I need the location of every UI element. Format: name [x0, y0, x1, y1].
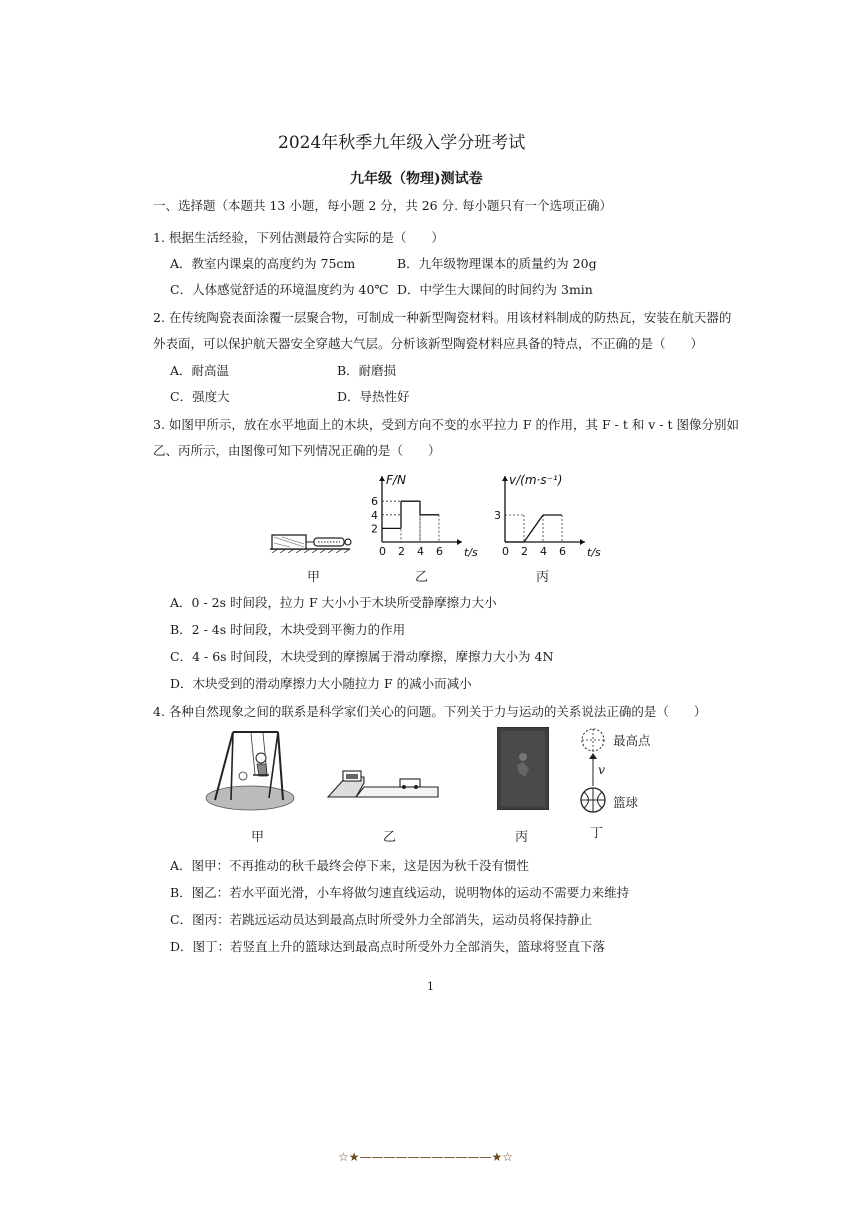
y-tick-label: 3 — [494, 509, 501, 522]
y-axis-arrow — [379, 476, 385, 481]
x-tick-label: 0 — [379, 545, 386, 558]
q4-fig-long-jump-photo — [497, 727, 549, 810]
x-axis-label: t/s — [464, 546, 478, 559]
q2-option-a: A．耐高温 — [170, 363, 230, 378]
x-tick-label: 0 — [502, 545, 509, 558]
q4-fig-label-jia: 甲 — [251, 830, 265, 845]
q2-option-d: D．导热性好 — [337, 389, 410, 404]
q4-fig-label-bing: 丙 — [515, 830, 529, 845]
section-heading: 一、选择题（本题共 13 小题，每小题 2 分，共 26 分. 每小题只有一个选项正确） — [153, 198, 613, 213]
q3-option-c: C．4 - 6s 时间段，木块受到的摩擦属于滑动摩擦，摩擦力大小为 4N — [170, 649, 554, 664]
q4-basketball-label: 篮球 — [613, 795, 639, 810]
q3-fig-block — [270, 525, 355, 553]
x-tick-label: 2 — [398, 545, 405, 558]
q4-fig-label-yi: 乙 — [383, 830, 397, 845]
q1-stem: 1. 根据生活经验，下列估测最符合实际的是（ ） — [153, 230, 444, 245]
q3-option-d: D．木块受到的滑动摩擦力大小随拉力 F 的减小而减小 — [170, 676, 472, 691]
q2-option-b: B．耐磨损 — [337, 363, 397, 378]
exam-title: 2024年秋季九年级入学分班考试 — [278, 133, 526, 153]
y-axis-arrow — [502, 476, 508, 481]
paper-title: 九年级（物理)测试卷 — [350, 171, 483, 187]
x-tick-label: 4 — [540, 545, 547, 558]
q4-stem: 4. 各种自然现象之间的联系是科学家们关心的问题。下列关于力与运动的关系说法正确的是（ ） — [153, 704, 707, 719]
q1-option-c: C．人体感觉舒适的环境温度约为 40℃ — [170, 282, 389, 297]
y-tick-label: 2 — [371, 522, 378, 536]
page-number: 1 — [427, 980, 434, 993]
data-segment — [524, 515, 543, 542]
footer-decoration: ☆★———————————★☆ — [338, 1150, 514, 1164]
q3-stem-line1: 3. 如图甲所示，放在水平地面上的木块，受到方向不变的水平拉力 F 的作用，其 F - t 和 v - t 图像分别如 — [153, 417, 740, 432]
q2-stem-line1: 2. 在传统陶瓷表面涂覆一层聚合物，可制成一种新型陶瓷材料。用该材料制成的防热瓦，安装在航天器的 — [153, 310, 732, 325]
q4-option-a: A．图甲：不再推动的秋千最终会停下来，这是因为秋千没有惯性 — [170, 858, 530, 873]
q3-fig-label-jia: 甲 — [307, 570, 321, 585]
q1-option-a: A．教室内课桌的高度约为 75cm — [170, 256, 356, 271]
q2-stem-line2: 外表面，可以保护航天器安全穿越大气层。分析该新型陶瓷材料应具备的特点，不正确的是（ ） — [153, 336, 704, 351]
q3-fig-label-bing: 丙 — [536, 570, 550, 585]
q1-option-b: B．九年级物理课本的质量约为 20g — [397, 256, 597, 271]
y-tick-label: 6 — [371, 495, 378, 509]
x-axis-label: t/s — [587, 546, 601, 559]
q4-top-point-label: 最高点 — [613, 733, 651, 748]
q3-option-b: B．2 - 4s 时间段，木块受到平衡力的作用 — [170, 622, 406, 637]
q2-option-c: C．强度大 — [170, 389, 230, 404]
x-tick-label: 4 — [417, 545, 424, 558]
q4-fig-label-ding: 丁 — [590, 826, 604, 841]
q4-option-c: C．图丙：若跳远运动员达到最高点时所受外力全部消失，运动员将保持静止 — [170, 912, 593, 927]
q4-fig-swing — [203, 728, 298, 813]
q1-option-d: D．中学生大课间的时间约为 3min — [397, 282, 593, 297]
q3-fig-label-yi: 乙 — [415, 570, 429, 585]
x-axis-arrow — [580, 539, 585, 545]
q4-option-b: B．图乙：若水平面光滑，小车将做匀速直线运动，说明物体的运动不需要力来维持 — [170, 885, 630, 900]
y-axis-label: F/N — [386, 473, 406, 487]
y-axis-label: v/(m·s⁻¹) — [509, 473, 563, 487]
x-axis-arrow — [457, 539, 462, 545]
q3-chart-velocity-time — [485, 468, 610, 560]
q3-chart-force-time — [362, 468, 487, 560]
x-tick-label: 6 — [436, 545, 443, 558]
x-tick-label: 6 — [559, 545, 566, 558]
q4-option-d: D．图丁：若竖直上升的篮球达到最高点时所受外力全部消失，篮球将竖直下落 — [170, 939, 606, 954]
x-tick-label: 2 — [521, 545, 528, 558]
q3-option-a: A．0 - 2s 时间段，拉力 F 大小小于木块所受静摩擦力大小 — [170, 595, 497, 610]
q3-stem-line2: 乙、丙所示，由图像可知下列情况正确的是（ ） — [153, 443, 441, 458]
q4-fig-basketball — [576, 724, 612, 816]
y-tick-label: 4 — [371, 508, 378, 522]
q4-fig-cart-ramp — [326, 765, 446, 805]
q4-velocity-label: v — [598, 762, 606, 777]
